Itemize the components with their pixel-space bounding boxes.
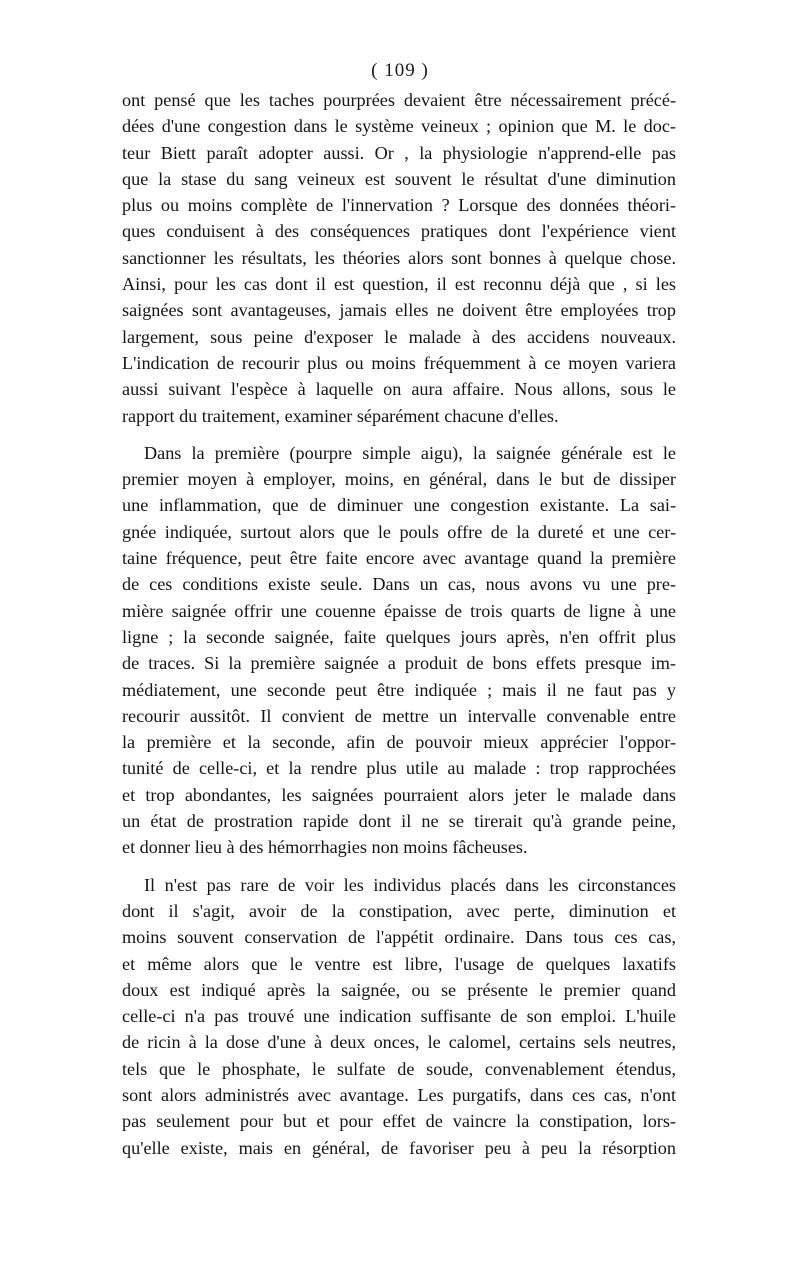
- text-line: mière saignée offrir une couenne épaisse de trois quarts de ligne à une: [122, 600, 676, 621]
- text-line: ques conduisent à des conséquences pratiques dont l'expérience vient: [122, 221, 676, 242]
- text-line: Dans la première (pourpre simple aigu), la saignée générale est le: [144, 442, 676, 463]
- text-line: teur Biett paraît adopter aussi. Or , la physiologie n'apprend-elle pas: [122, 142, 676, 163]
- text-line: rapport du traitement, examiner séparément chacune d'elles.: [122, 405, 559, 426]
- text-line: sanctionner les résultats, les théories alors sont bonnes à quelque chose.: [122, 247, 676, 268]
- text-line: plus ou moins complète de l'innervation ? Lorsque des données théori-: [122, 195, 676, 216]
- text-line: dées d'une congestion dans le système veineux ; opinion que M. le doc-: [122, 116, 676, 137]
- text-line: Ainsi, pour les cas dont il est question, il est reconnu déjà que , si les: [122, 274, 676, 295]
- text-line: de ricin à la dose d'une à deux onces, le calomel, certains sels neutres,: [122, 1032, 676, 1053]
- text-line: une inflammation, que de diminuer une congestion existante. La sai-: [122, 495, 676, 516]
- body-text: [122, 87, 676, 1161]
- text-line: Il n'est pas rare de voir les individus placés dans les circonstances: [144, 874, 676, 895]
- text-line: tunité de celle-ci, et la rendre plus utile au malade : trop rapprochées: [122, 758, 676, 779]
- text-line: moins souvent conservation de l'appétit ordinaire. Dans tous ces cas,: [122, 927, 676, 948]
- text-line: que la stase du sang veineux est souvent le résultat d'une diminution: [122, 168, 676, 189]
- text-line: et même alors que le ventre est libre, l'usage de quelques laxatifs: [122, 953, 676, 974]
- text-line: aussi suivant l'espèce à laquelle on aura affaire. Nous allons, sous le: [122, 379, 676, 400]
- text-line: un état de prostration rapide dont il ne se tirerait qu'à grande peine,: [122, 811, 676, 832]
- text-line: gnée indiquée, surtout alors que le pouls offre de la dureté et une cer-: [122, 521, 676, 542]
- text-line: largement, sous peine d'exposer le malade à des accidens nouveaux.: [122, 326, 676, 347]
- text-line: taine fréquence, peut être faite encore avec avantage quand la première: [122, 548, 676, 569]
- text-line: et trop abondantes, les saignées pourraient alors jeter le malade dans: [122, 784, 676, 805]
- text-line: médiatement, une seconde peut être indiquée ; mais il ne faut pas y: [122, 679, 676, 700]
- text-line: premier moyen à employer, moins, en général, dans le but de dissiper: [122, 469, 676, 490]
- text-line: recourir aussitôt. Il convient de mettre un intervalle convenable entre: [122, 705, 676, 726]
- page-number: ( 109 ): [371, 60, 429, 81]
- text-line: dont il s'agit, avoir de la constipation, avec perte, diminution et: [122, 900, 676, 921]
- paragraph: [122, 87, 676, 429]
- paragraph: [122, 872, 676, 1161]
- text-line: saignées sont avantageuses, jamais elles ne doivent être employées trop: [122, 300, 676, 321]
- text-line: sont alors administrés avec avantage. Les purgatifs, dans ces cas, n'ont: [122, 1084, 676, 1105]
- text-line: L'indication de recourir plus ou moins fréquemment à ce moyen variera: [122, 352, 676, 373]
- text-line: qu'elle existe, mais en général, de favoriser peu à peu la résorption: [122, 1137, 676, 1158]
- text-line: ont pensé que les taches pourprées devaient être nécessairement précé-: [122, 90, 676, 110]
- text-line: de ces conditions existe seule. Dans un cas, nous avons vu une pre-: [122, 574, 676, 595]
- text-line: celle-ci n'a pas trouvé une indication suffisante de son emploi. L'huile: [122, 1006, 676, 1027]
- text-line: pas seulement pour but et pour effet de vaincre la constipation, lors-: [122, 1111, 676, 1132]
- paragraph: [122, 440, 676, 861]
- text-line: la première et la seconde, afin de pouvoir mieux apprécier l'oppor-: [122, 732, 676, 753]
- text-line: ligne ; la seconde saignée, faite quelques jours après, n'en offrit plus: [122, 626, 676, 647]
- text-line: tels que le phosphate, le sulfate de soude, convenablement étendus,: [122, 1058, 676, 1079]
- text-line: et donner lieu à des hémorrhagies non moins fâcheuses.: [122, 837, 528, 858]
- text-line: de traces. Si la première saignée a produit de bons effets presque im-: [122, 653, 676, 674]
- text-line: doux est indiqué après la saignée, ou se présente le premier quand: [122, 979, 676, 1000]
